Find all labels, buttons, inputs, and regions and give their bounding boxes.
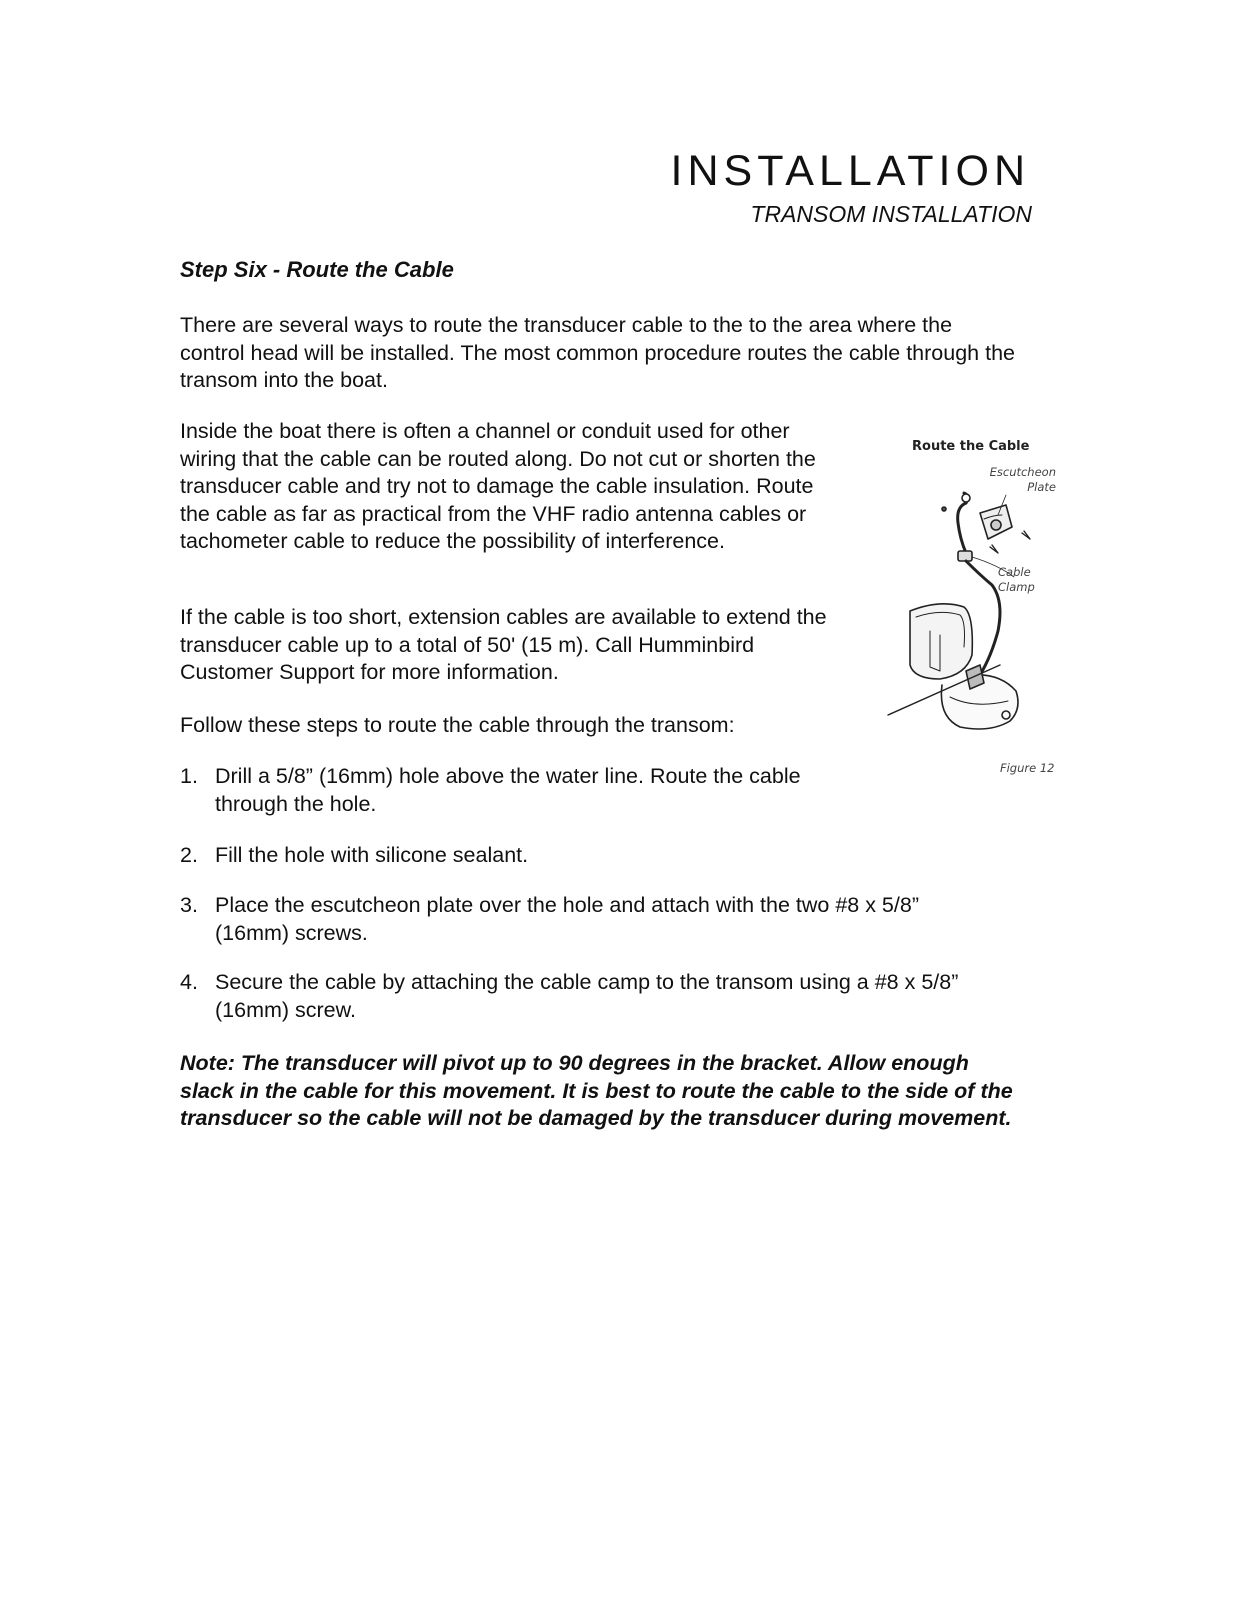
step-text: Secure the cable by attaching the cable camp to the transom using a #8 x 5/8” (16mm) screw. [215, 970, 959, 1022]
step-number: 2. [180, 843, 198, 867]
route-cable-figure [880, 435, 1070, 785]
page-subtitle: TRANSOM INSTALLATION [750, 201, 1032, 227]
step-number: 3. [180, 893, 198, 917]
step-number: 4. [180, 970, 198, 994]
cable-clamp-label: Cable Clamp [998, 565, 1035, 594]
extension-paragraph: If the cable is too short, extension cables are available to extend the transducer cable up to a total of 50' (15 m). Call Humminbird Customer Support for more information. [180, 605, 827, 684]
steps-intro-paragraph: Follow these steps to route the cable through the transom: [180, 713, 735, 737]
note-paragraph: Note: The transducer will pivot up to 90 degrees in the bracket. Allow enough slack in the cable for this movement. It is best to route the cable to the side of the transducer so the cable will not be damaged by the transducer during movement. [180, 1051, 1013, 1130]
step-heading: Step Six - Route the Cable [180, 257, 454, 282]
figure-caption: Figure 12 [1000, 761, 1055, 775]
escutcheon-plate-label: Escutcheon Plate [989, 465, 1056, 494]
step-number: 1. [180, 764, 198, 788]
step-text: Place the escutcheon plate over the hole and attach with the two #8 x 5/8” (16mm) screws. [215, 893, 919, 945]
figure-title: Route the Cable [912, 439, 1030, 454]
step-text: Drill a 5/8” (16mm) hole above the water line. Route the cable through the hole. [215, 764, 801, 816]
step-text: Fill the hole with silicone sealant. [215, 843, 529, 867]
routing-paragraph: Inside the boat there is often a channel or conduit used for other wiring that the cable can be routed along. Do not cut or shorten the transducer cable and try not to damage the cable insulation. Route the cable as far as practical from the VHF radio antenna cables or tachometer cable to reduce the possibility of interference. [180, 419, 816, 553]
page-title: INSTALLATION [670, 147, 1030, 195]
intro-paragraph: There are several ways to route the transducer cable to the to the area where the control head will be installed. The most common procedure routes the cable through the transom into the boat. [180, 313, 1015, 392]
